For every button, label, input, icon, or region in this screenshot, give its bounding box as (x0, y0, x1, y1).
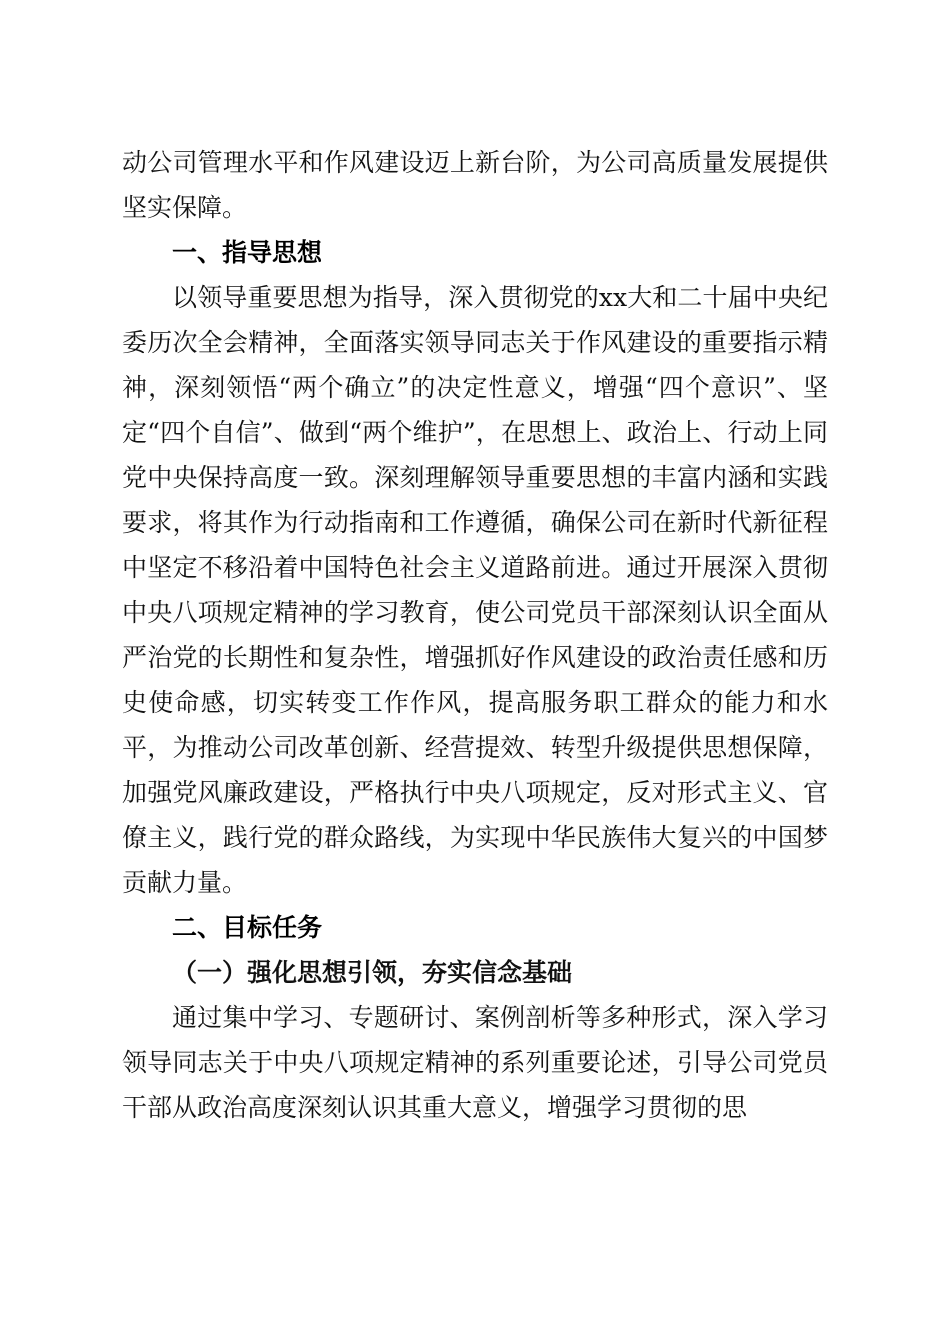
paragraph-task-one: 通过集中学习、专题研讨、案例剖析等多种形式，深入学习领导同志关于中央八项规定精神的系列重要论述，引导公司党员干部从政治高度深刻认识其重大意义，增强学习贯彻的思 (122, 1003, 828, 1122)
document-body (122, 140, 828, 1130)
section-heading-goals-tasks: 二、目标任务 (172, 913, 323, 942)
paragraph-guiding-thought: 以领导重要思想为指导，深入贯彻党的xx大和二十届中央纪委历次全会精神，全面落实领导同志关于作风建设的重要指示精神，深刻领悟“两个确立”的决定性意义，增强“四个意识”、坚定“四个自信”、做到“两个维护”，在思想上、政治上、行动上同党中央保持高度一致。深刻理解领导重要思想的丰富内涵和实践要求，将其作为行动指南和工作遵循，确保公司在新时代新征程中坚定不移沿着中国特色社会主义道路前进。通过开展深入贯彻中央八项规定精神的学习教育，使公司党员干部深刻认识全面从严治党的长期性和复杂性，增强抓好作风建设的政治责任感和历史使命感，切实转变工作作风，提高服务职工群众的能力和水平，为推动公司改革创新、经营提效、转型升级提供思想保障，加强党风廉政建设，严格执行中央八项规定，反对形式主义、官僚主义，践行党的群众路线，为实现中华民族伟大复兴的中国梦贡献力量。 (122, 283, 828, 897)
paragraph-intro: 动公司管理水平和作风建设迈上新台阶，为公司高质量发展提供坚实保障。 (122, 148, 828, 222)
section-heading-guiding-thought: 一、指导思想 (172, 238, 323, 267)
subsection-heading-ideological-guidance: （一）强化思想引领，夯实信念基础 (172, 958, 573, 987)
